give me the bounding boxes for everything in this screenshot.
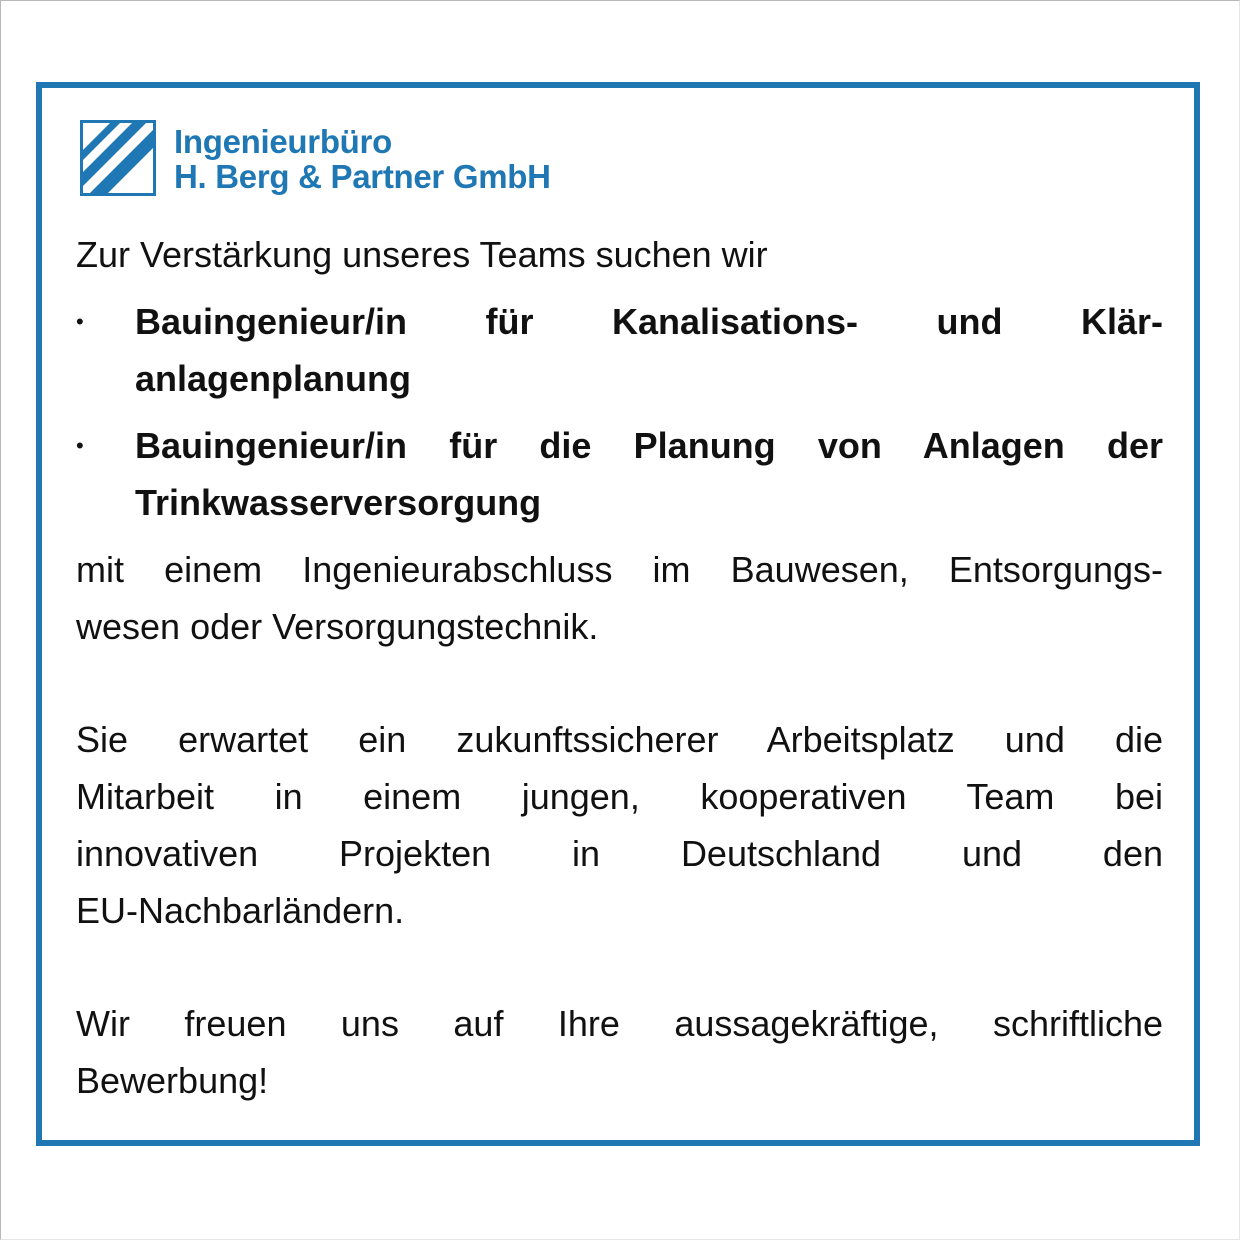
position-title-line: Bauingenieur/in für Kanalisations- und Klär- — [135, 301, 1163, 342]
offer-line: Sie erwartet ein zukunftssicherer Arbeitsplatz und die — [76, 719, 1163, 760]
position-title-line: Bauingenieur/in für die Planung von Anlagen der — [135, 425, 1163, 466]
position-title-line: Trinkwasserversorgung — [135, 482, 542, 523]
offer-line: innovativen Projekten in Deutschland und den — [76, 833, 1163, 874]
qualification-line: wesen oder Versorgungstechnik. — [76, 606, 599, 647]
position-title — [135, 417, 1163, 531]
offer-line: EU-Nachbarländern. — [76, 890, 405, 931]
bullet-icon: • — [76, 433, 84, 458]
company-name-line2: H. Berg & Partner GmbH — [174, 158, 551, 195]
closing-text — [76, 995, 1163, 1109]
diagonal-stripes-logo-icon — [80, 120, 156, 196]
offer-text — [76, 711, 1163, 939]
company-logo — [80, 120, 551, 196]
position-title-line: anlagenplanung — [135, 358, 412, 399]
closing-line: Bewerbung! — [76, 1060, 269, 1101]
ad-body — [76, 226, 1163, 1109]
offer-line: Mitarbeit in einem jungen, kooperativen Team bei — [76, 776, 1163, 817]
company-name — [174, 124, 551, 194]
intro-text: Zur Verstärkung unseres Teams suchen wir — [76, 234, 768, 275]
bullet-icon: • — [76, 309, 84, 334]
company-name-line1: Ingenieurbüro — [174, 123, 392, 160]
position-item — [76, 417, 1163, 531]
closing-line: Wir freuen uns auf Ihre aussagekräftige, schriftliche — [76, 1003, 1163, 1044]
position-title — [135, 293, 1163, 407]
position-item — [76, 293, 1163, 407]
qualification-line: mit einem Ingenieurabschluss im Bauwesen, Entsorgungs- — [76, 549, 1163, 590]
qualification-text — [76, 541, 1163, 655]
position-list — [76, 293, 1163, 531]
